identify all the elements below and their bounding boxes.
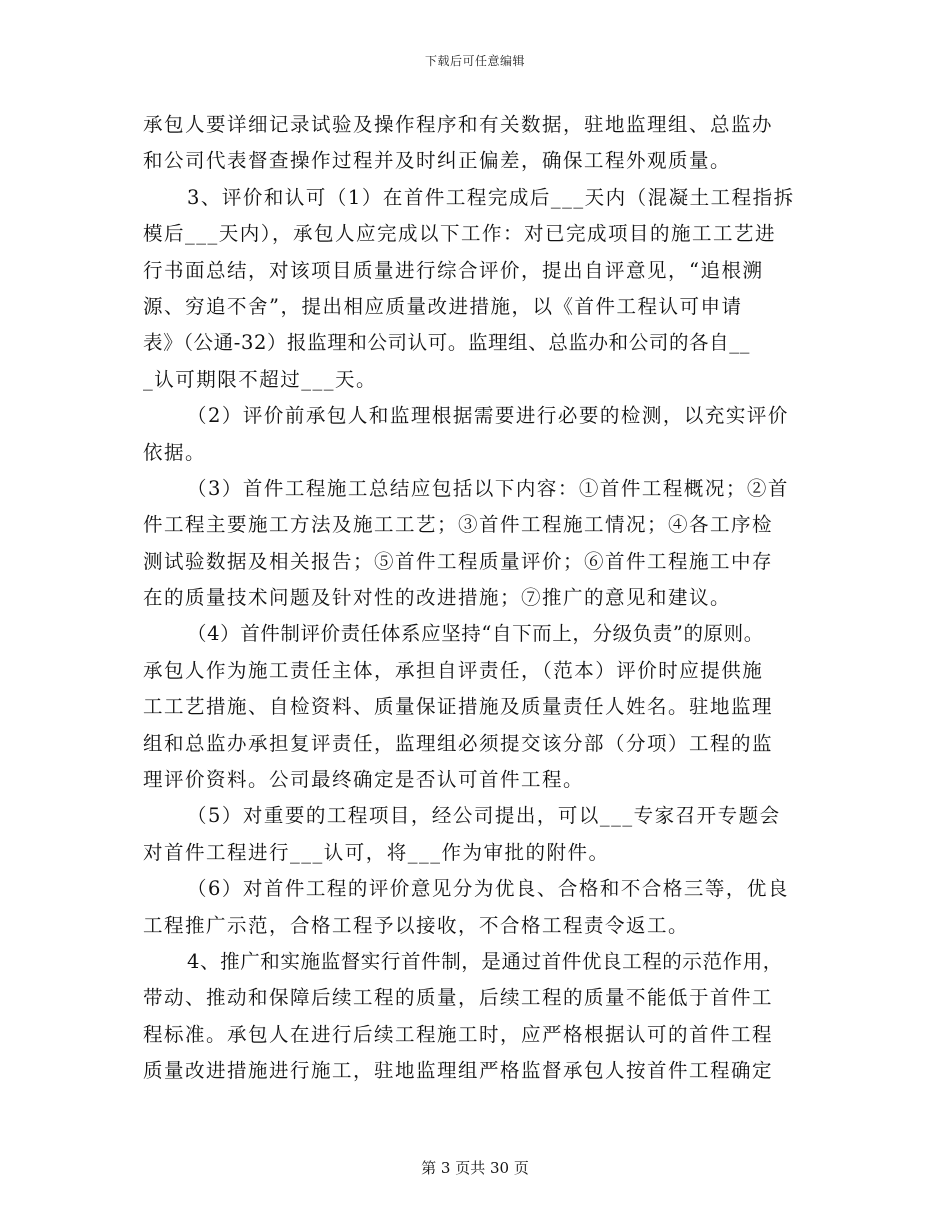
- text-line: 测试验数据及相关报告；⑤首件工程质量评价；⑥首件工程施工中存: [143, 549, 774, 573]
- text-line: 3、评价和认可（1）在首件工程完成后___天内（混凝土工程指拆: [187, 185, 795, 209]
- text-line: 依据。: [143, 440, 207, 464]
- text-line: 工工艺措施、自检资料、质量保证措施及质量责任人姓名。驻地监理: [143, 695, 774, 719]
- text-line: 理评价资料。公司最终确定是否认可首件工程。: [143, 768, 585, 792]
- text-line: （4）首件制评价责任体系应坚持“自下而上，分级负责”的原则。: [187, 622, 764, 646]
- text-line: 承包人要详细记录试验及操作程序和有关数据，驻地监理组、总监办: [143, 113, 774, 136]
- page-header: 下载后可任意编辑: [424, 54, 525, 68]
- body-text: [143, 107, 833, 1090]
- text-line: 对首件工程进行___认可，将___作为审批的附件。: [143, 840, 610, 864]
- text-line: _认可期限不超过___天。: [143, 367, 378, 391]
- text-line: （2）评价前承包人和监理根据需要进行必要的检测，以充实评价: [187, 404, 789, 428]
- text-line: 4、推广和实施监督实行首件制，是通过首件优良工程的示范作用，: [187, 949, 783, 973]
- page-footer: 第 3 页共 30 页: [421, 1159, 529, 1177]
- text-line: 组和总监办承担复评责任，监理组必须提交该分部（分项）工程的监: [143, 731, 774, 755]
- text-line: 带动、推动和保障后续工程的质量，后续工程的质量不能低于首件工: [143, 986, 774, 1010]
- text-line: 模后___天内），承包人应完成以下工作：对已完成项目的施工工艺进: [143, 222, 777, 246]
- text-line: 源、穷追不舍”，提出相应质量改进措施，以《首件工程认可申请: [143, 294, 743, 318]
- text-line: （6）对首件工程的评价意见分为优良、合格和不合格三等，优良: [187, 877, 789, 901]
- text-line: 在的质量技术问题及针对性的改进措施；⑦推广的意见和建议。: [143, 586, 732, 610]
- text-line: 程标准。承包人在进行后续工程施工时，应严格根据认可的首件工程: [143, 1022, 774, 1046]
- text-line: 和公司代表督查操作过程并及时纠正偏差，确保工程外观质量。: [143, 149, 732, 173]
- text-line: 行书面总结，对该项目质量进行综合评价，提出自评意见，“追根溯: [143, 258, 764, 282]
- text-line: 工程推广示范，合格工程予以接收，不合格工程责令返工。: [143, 913, 690, 937]
- text-line: 质量改进措施进行施工，驻地监理组严格监督承包人按首件工程确定: [143, 1059, 774, 1083]
- text-line: （3）首件工程施工总结应包括以下内容：①首件工程概况；②首: [187, 476, 789, 500]
- text-line: 承包人作为施工责任主体，承担自评责任，（范本）评价时应提供施: [143, 658, 764, 682]
- text-line: （5）对重要的工程项目，经公司提出，可以___专家召开专题会: [187, 804, 781, 828]
- text-line: 件工程主要施工方法及施工工艺；③首件工程施工情况；④各工序检: [143, 513, 774, 537]
- text-line: 表》（公通-32）报监理和公司认可。监理组、总监办和公司的各自__: [143, 331, 750, 355]
